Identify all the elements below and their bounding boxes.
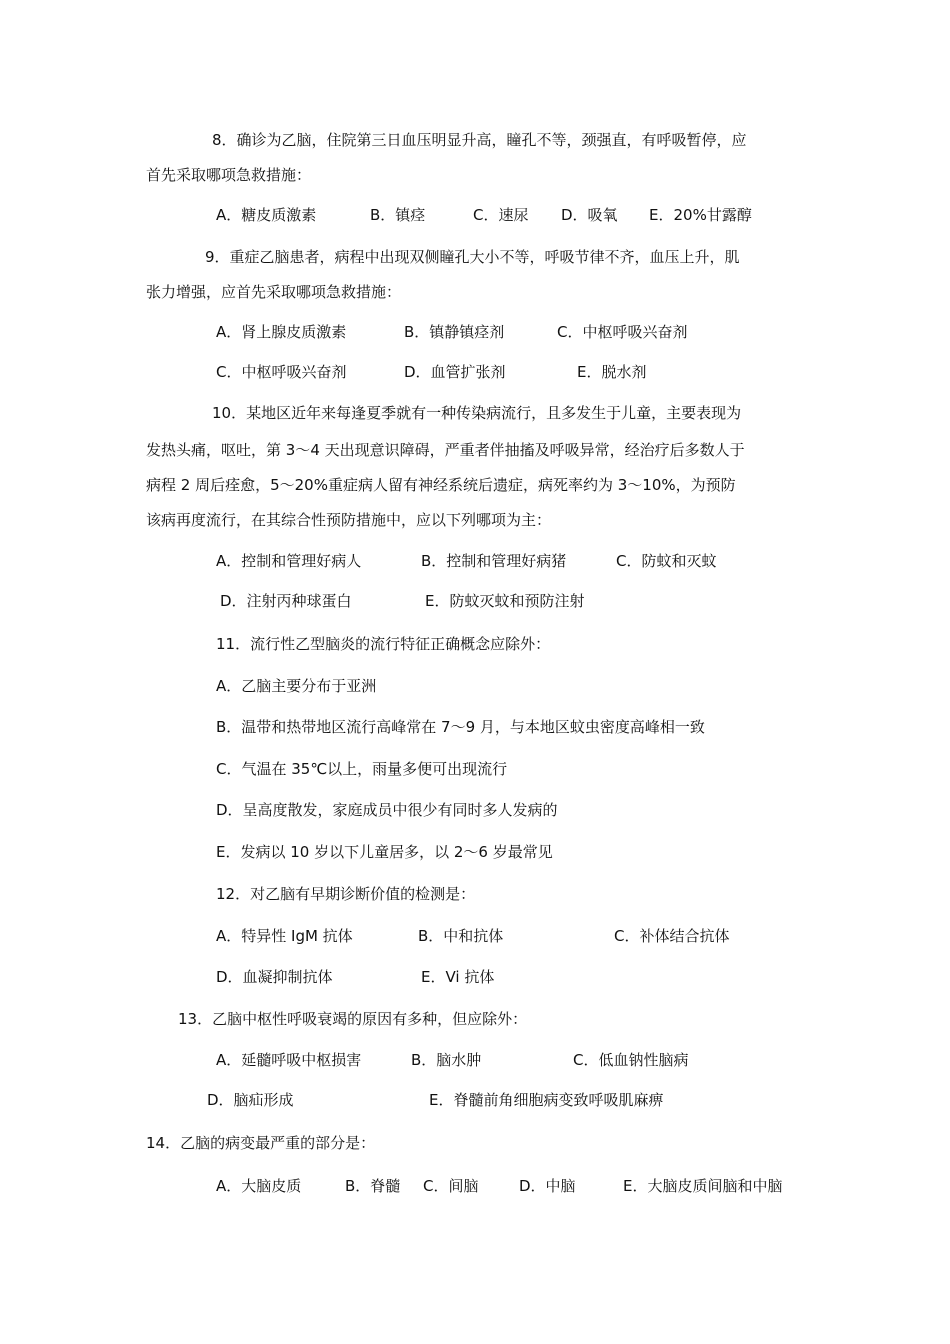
option-e: E．大脑皮质间脑和中脑: [623, 1177, 783, 1195]
option-c: C．中枢呼吸兴奋剂: [557, 323, 688, 341]
question-11-option-e: E．发病以 10 岁以下儿童居多，以 2～6 岁最常见: [216, 843, 553, 861]
option-a: A．大脑皮质: [216, 1177, 302, 1195]
question-10-line-1: 10．某地区近年来每逢夏季就有一种传染病流行，且多发生于儿童，主要表现为: [212, 404, 742, 422]
option-d: D．脑疝形成: [207, 1091, 294, 1109]
option-c: C．速尿: [473, 206, 529, 224]
option-b: B．镇静镇痉剂: [404, 323, 505, 341]
option-e: E．20%甘露醇: [649, 206, 752, 224]
option-e: E．脊髓前角细胞病变致呼吸肌麻痹: [429, 1091, 664, 1109]
question-10-line-3: 病程 2 周后痊愈，5～20%重症病人留有神经系统后遗症，病死率约为 3～10%，为预防: [146, 476, 736, 494]
option-e: E．防蚊灭蚊和预防注射: [425, 592, 585, 610]
question-11-option-c: C．气温在 35℃以上，雨量多便可出现流行: [216, 760, 508, 778]
option-a: A．特异性 IgM 抗体: [216, 927, 353, 945]
option-b: B．镇痉: [370, 206, 426, 224]
option-d: D．吸氧: [561, 206, 618, 224]
option-c: C．低血钠性脑病: [573, 1051, 689, 1069]
question-11-option-d: D．呈高度散发，家庭成员中很少有同时多人发病的: [216, 801, 558, 819]
question-12-line-1: 12．对乙脑有早期诊断价值的检测是：: [216, 885, 476, 903]
option-a: A．控制和管理好病人: [216, 552, 362, 570]
question-8-line-1: 8．确诊为乙脑，住院第三日血压明显升高，瞳孔不等，颈强直，有呼吸暂停，应: [212, 131, 747, 149]
option-c-repeat: C．中枢呼吸兴奋剂: [216, 363, 347, 381]
option-e: E．Vi 抗体: [421, 968, 495, 986]
option-e: E．脱水剂: [577, 363, 647, 381]
option-d: D．注射丙种球蛋白: [220, 592, 352, 610]
option-b: B．中和抗体: [418, 927, 504, 945]
question-13-line-1: 13．乙脑中枢性呼吸衰竭的原因有多种，但应除外：: [178, 1010, 528, 1028]
option-a: A．糖皮质激素: [216, 206, 317, 224]
question-11-option-b: B．温带和热带地区流行高峰常在 7～9 月，与本地区蚊虫密度高峰相一致: [216, 718, 705, 736]
question-8-line-2: 首先采取哪项急救措施：: [146, 166, 312, 184]
option-b: B．控制和管理好病猪: [421, 552, 567, 570]
option-a: A．延髓呼吸中枢损害: [216, 1051, 362, 1069]
option-c: C．间脑: [423, 1177, 479, 1195]
option-c: C．防蚊和灭蚊: [616, 552, 717, 570]
option-b: B．脑水肿: [411, 1051, 482, 1069]
question-10-line-4: 该病再度流行，在其综合性预防措施中，应以下列哪项为主：: [146, 511, 552, 529]
question-10-line-2: 发热头痛，呕吐，第 3～4 天出现意识障碍，严重者伴抽搐及呼吸异常，经治疗后多数人于: [146, 441, 745, 459]
question-11-option-a: A．乙脑主要分布于亚洲: [216, 677, 377, 695]
question-9-line-1: 9．重症乙脑患者，病程中出现双侧瞳孔大小不等，呼吸节律不齐，血压上升，肌: [205, 248, 740, 266]
option-d: D．中脑: [519, 1177, 576, 1195]
option-c: C．补体结合抗体: [614, 927, 730, 945]
option-d: D．血管扩张剂: [404, 363, 506, 381]
option-b: B．脊髓: [345, 1177, 401, 1195]
option-d: D．血凝抑制抗体: [216, 968, 333, 986]
question-11-line-1: 11．流行性乙型脑炎的流行特征正确概念应除外：: [216, 635, 551, 653]
question-9-line-2: 张力增强，应首先采取哪项急救措施：: [146, 283, 402, 301]
option-a: A．肾上腺皮质激素: [216, 323, 347, 341]
question-14-line-1: 14．乙脑的病变最严重的部分是：: [146, 1134, 376, 1152]
